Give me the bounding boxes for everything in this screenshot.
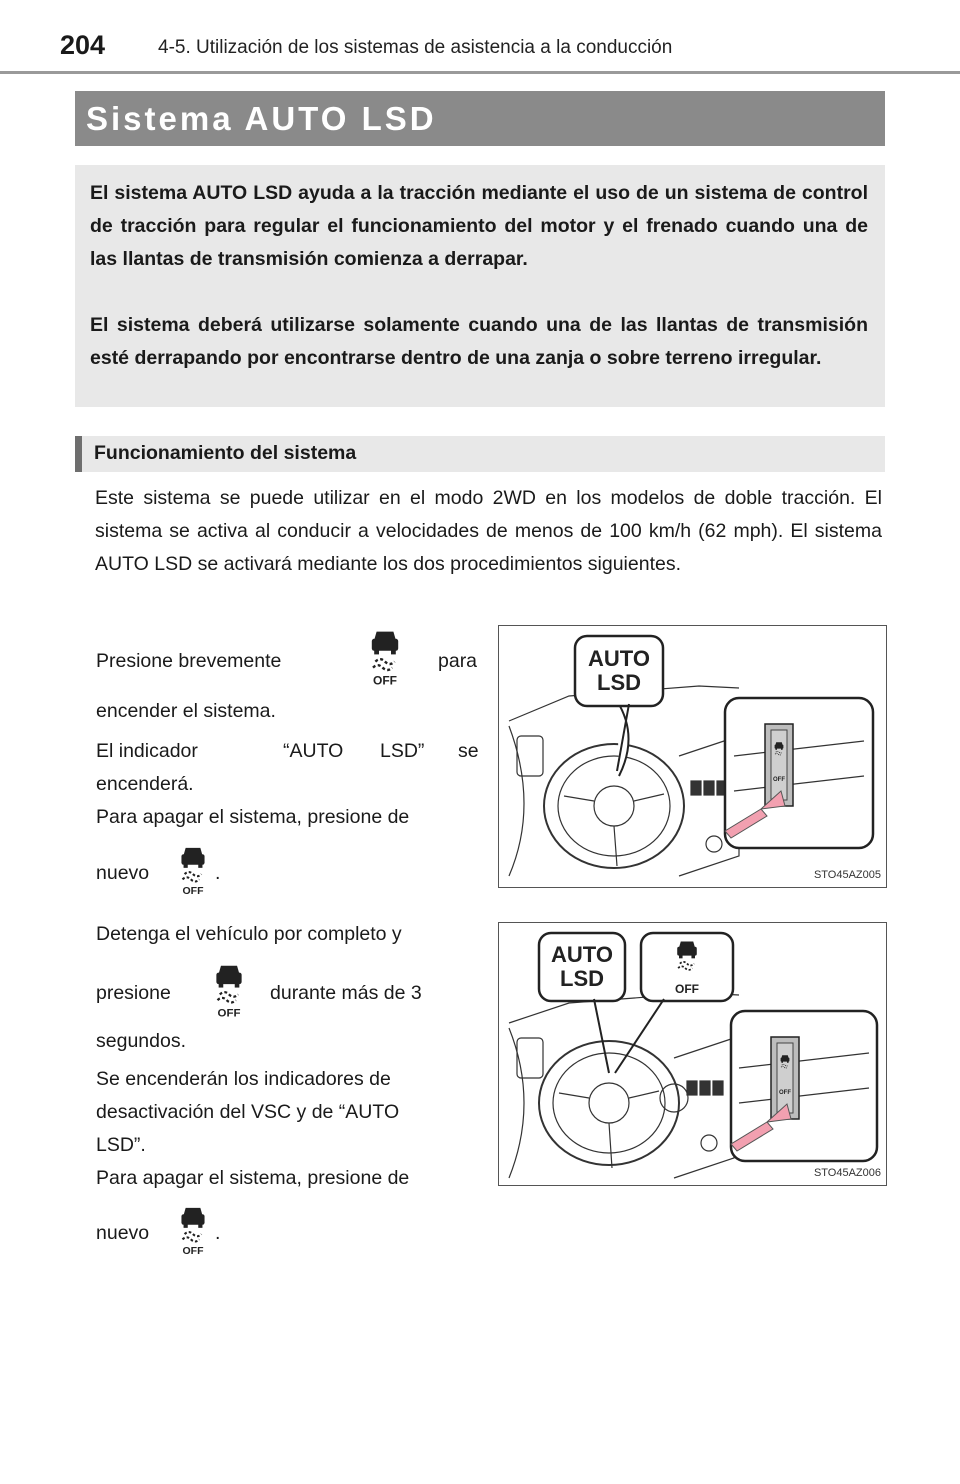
proc2-line-8a: nuevo: [96, 1222, 150, 1244]
intro-paragraph-1: El sistema AUTO LSD ayuda a la tracción mediante el uso de un sistema de control de tracción para regular el funcionamiento del motor y el frenado cuando una de las llantas de transmisión comienza a derrapar.: [90, 182, 868, 270]
vsc-off-icon: [361, 625, 409, 691]
proc2-line-2b: durante más de 3: [270, 982, 422, 1004]
figure-2: [498, 922, 887, 1186]
vsc-off-icon: [172, 1202, 214, 1260]
intro-paragraph-2: El sistema deberá utilizarse solamente cuando una de las llantas de transmisión esté derrapando por encontrarse dentro de una zanja o sobre terreno irregular.: [90, 314, 868, 369]
figure-2-code: STO45AZ006: [813, 1167, 881, 1179]
proc1-line-1a: Presione brevemente: [96, 650, 282, 672]
subsection-body: Este sistema se puede utilizar en el modo 2WD en los modelos de doble tracción. El sistema se activa al conducir a velocidades de menos de 100 km/h (62 mph). El sistema AUTO LSD se activará mediante los dos procedimientos siguientes.: [95, 487, 882, 575]
page-title: Sistema AUTO LSD: [86, 100, 437, 137]
header-rule: [0, 71, 960, 74]
proc1-line-5: Para apagar el sistema, presione de: [96, 806, 410, 828]
fig2-callout-off: OFF: [675, 982, 699, 996]
fig1-callout-line2: LSD: [597, 670, 641, 695]
intro-box: [75, 165, 885, 407]
proc2-line-4: Se encenderán los indicadores de: [96, 1068, 391, 1090]
proc1-line-4: encenderá.: [96, 773, 194, 795]
proc2-line-8b: .: [215, 1222, 221, 1244]
fig2-callout-line1: AUTO: [551, 942, 613, 967]
proc2-line-2a: presione: [96, 982, 171, 1004]
fig1-switch-label: OFF: [773, 777, 785, 783]
dashboard-illustration: [499, 923, 886, 1185]
proc1-line-3a: El indicador: [96, 740, 198, 762]
vsc-off-icon: [172, 842, 214, 900]
proc1-line-1b: para: [438, 650, 478, 672]
subsection-title: Funcionamiento del sistema: [94, 442, 357, 464]
proc2-line-3: segundos.: [96, 1030, 186, 1052]
figure-1-code: STO45AZ005: [813, 869, 881, 881]
proc2-line-1: Detenga el vehículo por completo y: [96, 923, 402, 945]
subsection-bar: [75, 436, 885, 472]
dashboard-illustration: [499, 626, 886, 887]
proc1-line-3c: LSD”: [380, 740, 425, 762]
proc1-line-6b: .: [215, 862, 221, 884]
proc1-line-3b: “AUTO: [283, 740, 344, 762]
proc2-line-7: Para apagar el sistema, presione de: [96, 1167, 410, 1189]
fig1-callout-line1: AUTO: [588, 646, 650, 671]
page-number: 204: [60, 30, 106, 60]
fig2-callout-line2: LSD: [560, 966, 604, 991]
proc1-line-6a: nuevo: [96, 862, 150, 884]
proc1-line-3d: se: [458, 740, 479, 762]
section-title: 4-5. Utilización de los sistemas de asistencia a la conducción: [158, 37, 673, 58]
proc2-line-6: LSD”.: [96, 1134, 146, 1156]
proc2-line-5: desactivación del VSC y de “AUTO: [96, 1101, 400, 1123]
vsc-off-icon-label: OFF: [182, 1245, 204, 1258]
figure-1: [498, 625, 887, 888]
vsc-off-icon-label: OFF: [182, 885, 204, 898]
vsc-off-icon: [206, 960, 252, 1022]
vsc-off-icon-label: OFF: [217, 1007, 241, 1020]
fig2-switch-label: OFF: [779, 1090, 791, 1096]
page-title-bar: [75, 91, 885, 146]
vsc-off-icon-label: OFF: [373, 673, 397, 688]
proc1-line-2: encender el sistema.: [96, 700, 276, 722]
